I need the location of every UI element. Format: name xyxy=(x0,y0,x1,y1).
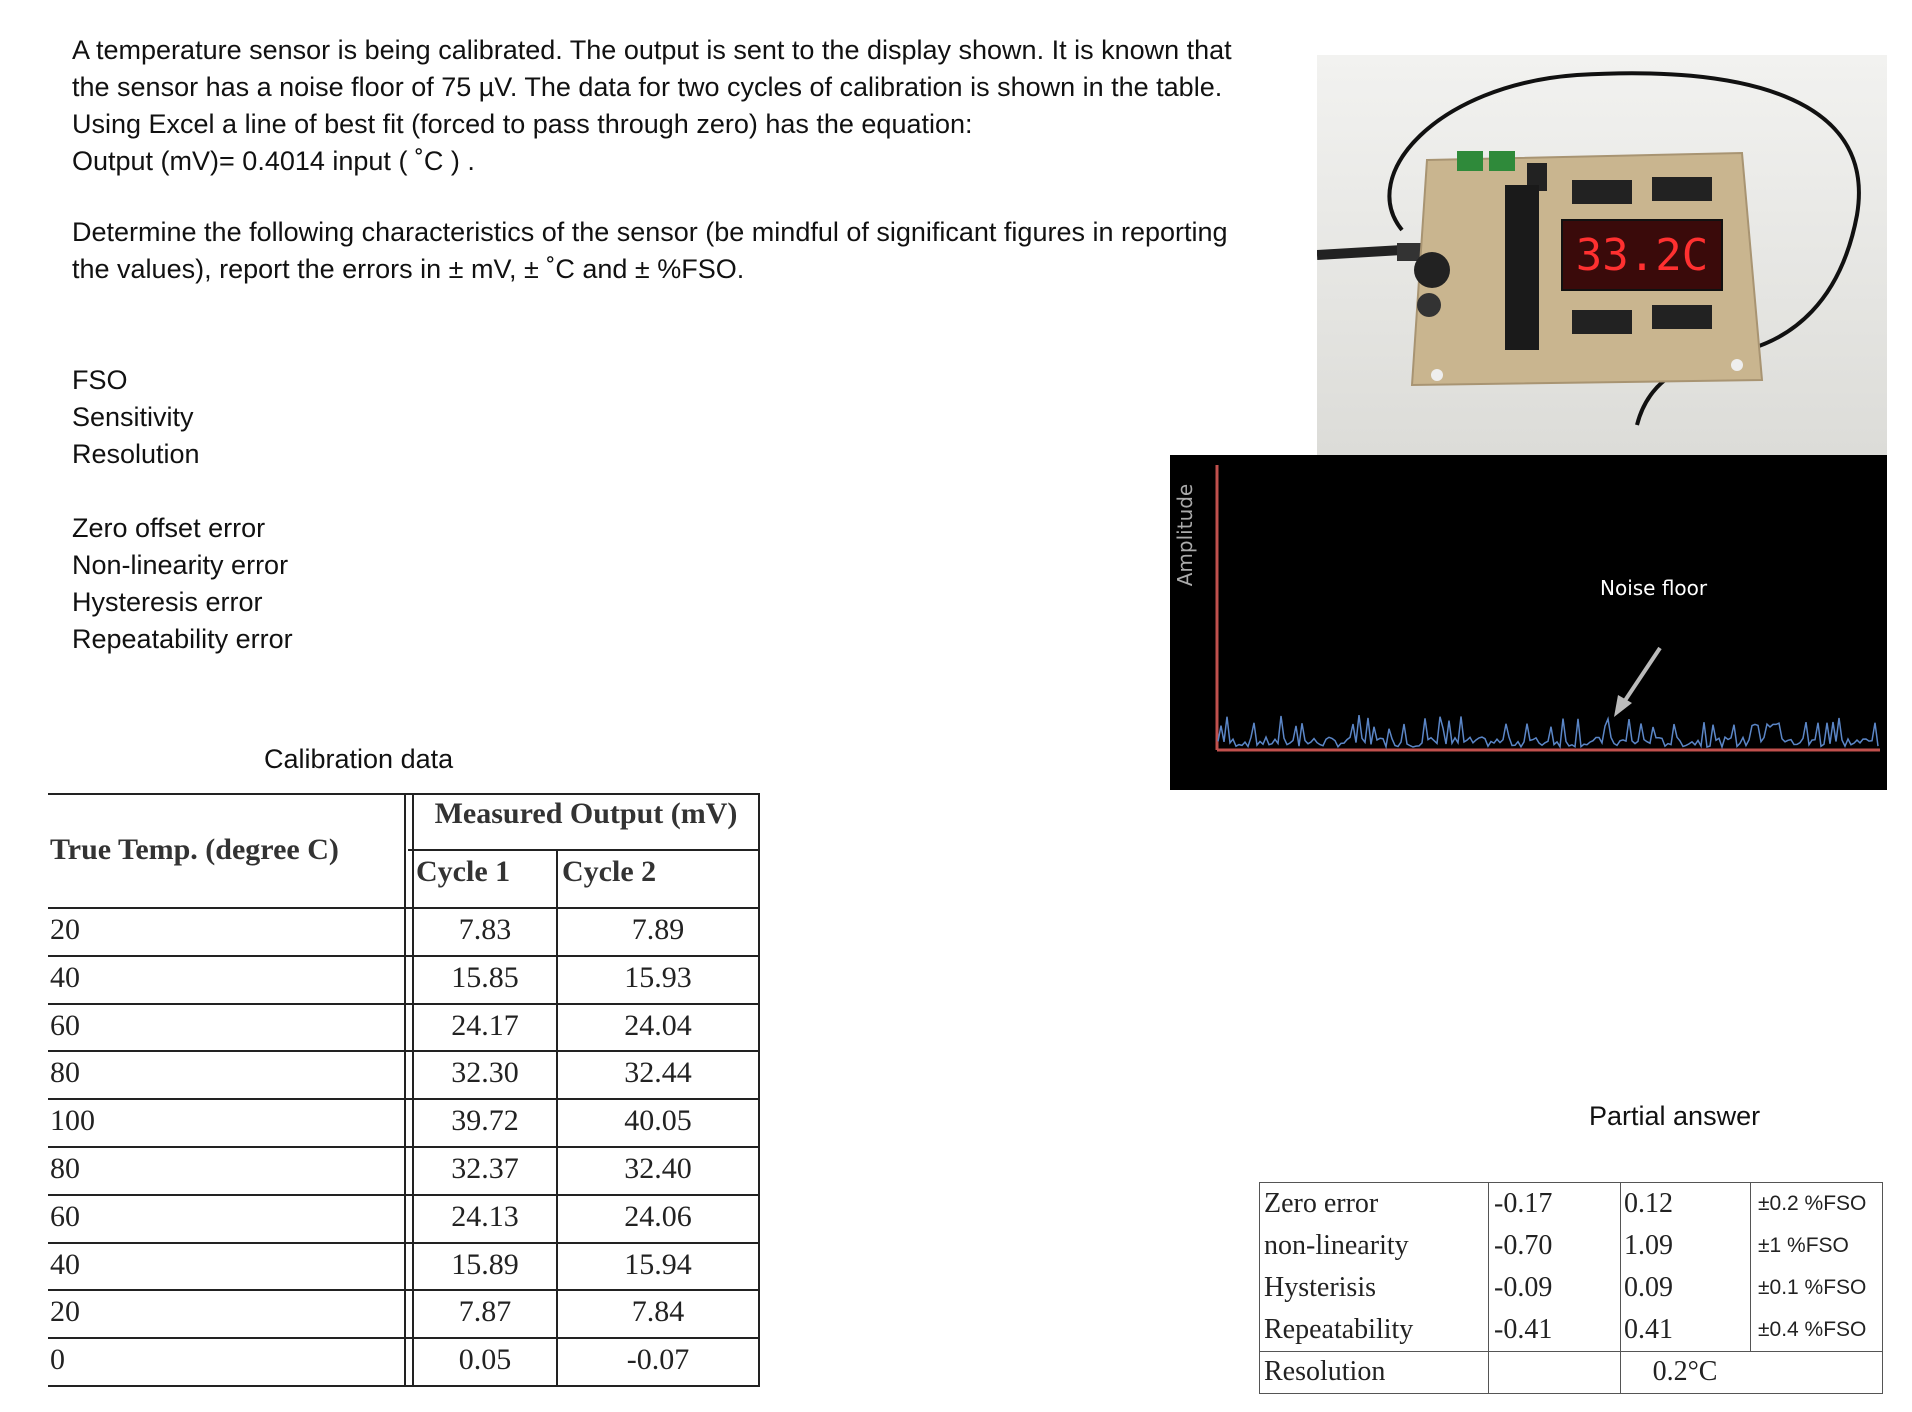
plot-ylabel: Amplitude xyxy=(1173,483,1197,587)
temp-cell: 40 xyxy=(50,1247,80,1281)
problem-instruction: Determine the following characteristics of the sensor (be mindful of significant figures in reporting the values), report the errors in ± mV, ± ˚C and ± %FSO. xyxy=(72,217,1228,284)
arrow-icon xyxy=(1622,648,1660,705)
seven-segment-display: 33.2C xyxy=(1575,230,1709,281)
error-fso: ±1 %FSO xyxy=(1758,1234,1849,1257)
table-row xyxy=(1260,1267,1882,1308)
cycle1-cell: 24.17 xyxy=(451,1008,519,1042)
board-illustration xyxy=(1317,55,1887,455)
cycle1-cell: 39.72 xyxy=(451,1104,519,1138)
answer-label: Hysterisis xyxy=(1264,1272,1376,1303)
temp-cell: 60 xyxy=(50,1008,80,1042)
col-header-measured: Measured Output (mV) xyxy=(434,797,738,830)
list-item: Zero offset error xyxy=(72,513,266,543)
arrow-head-icon xyxy=(1614,695,1632,717)
table-rule xyxy=(48,955,760,957)
problem-intro xyxy=(72,32,1252,180)
table-rule xyxy=(48,1289,760,1291)
list-item: Repeatability error xyxy=(72,624,293,654)
table-row xyxy=(1260,1225,1882,1266)
temp-cell: 60 xyxy=(50,1199,80,1233)
fit-equation: Output (mV)= 0.4014 input ( ˚C ) . xyxy=(72,146,475,176)
noise-floor-plot xyxy=(1170,455,1887,790)
answer-label: Zero error xyxy=(1264,1188,1379,1219)
noise-floor-label: Noise floor xyxy=(1600,576,1708,600)
error-mv: -0.41 xyxy=(1494,1314,1553,1345)
noise-trace xyxy=(1218,715,1878,747)
col-header-cycle2: Cycle 2 xyxy=(562,855,657,888)
characteristics-list xyxy=(72,362,200,473)
answer-label: Resolution xyxy=(1264,1356,1386,1387)
cycle1-cell: 15.85 xyxy=(451,960,519,994)
table-row xyxy=(1260,1351,1882,1392)
cycle1-cell: 7.83 xyxy=(458,913,512,946)
cycle1-cell: 15.89 xyxy=(451,1247,519,1281)
answer-caption: Partial answer xyxy=(1589,1101,1761,1131)
temp-cell: 80 xyxy=(50,1152,80,1185)
error-mv: -0.17 xyxy=(1494,1188,1553,1219)
table-rule xyxy=(48,1385,760,1387)
cycle2-cell: -0.07 xyxy=(626,1343,690,1377)
cycle1-cell: 7.87 xyxy=(458,1295,512,1329)
list-item: Hysteresis error xyxy=(72,587,263,617)
table-rule xyxy=(48,1003,760,1005)
cycle1-cell: 24.13 xyxy=(451,1199,519,1233)
table-rule xyxy=(48,1098,760,1100)
error-fso: ±0.1 %FSO xyxy=(1758,1276,1867,1299)
list-item: Resolution xyxy=(72,439,200,469)
cycle2-cell: 15.94 xyxy=(624,1247,692,1281)
noise-plot-svg xyxy=(1170,455,1887,790)
error-fso: ±0.4 %FSO xyxy=(1758,1318,1867,1341)
table-rule xyxy=(48,1146,760,1148)
table-rule xyxy=(404,793,406,1385)
error-mv: -0.09 xyxy=(1494,1272,1553,1303)
error-deg: 0.09 xyxy=(1624,1272,1673,1303)
table-rule xyxy=(408,849,760,851)
cycle1-cell: 32.30 xyxy=(451,1056,519,1090)
cycle1-cell: 32.37 xyxy=(451,1152,519,1185)
table-rule xyxy=(758,793,760,1385)
list-item: Non-linearity error xyxy=(72,550,289,580)
cycle2-cell: 24.04 xyxy=(624,1008,692,1042)
temp-cell: 80 xyxy=(50,1056,80,1090)
error-mv: -0.70 xyxy=(1494,1230,1553,1261)
error-deg: 0.41 xyxy=(1624,1314,1673,1345)
temp-cell: 40 xyxy=(50,960,80,994)
table-rule xyxy=(48,1337,760,1339)
temp-cell: 100 xyxy=(50,1104,95,1138)
table-rule xyxy=(48,1242,760,1244)
cycle2-cell: 32.44 xyxy=(624,1056,692,1090)
col-header-cycle1: Cycle 1 xyxy=(416,855,511,888)
list-item: FSO xyxy=(72,365,128,395)
cycle2-cell: 24.06 xyxy=(624,1199,692,1233)
errors-list xyxy=(72,510,293,658)
col-header-temp: True Temp. (degree C) xyxy=(50,833,339,866)
cycle2-cell: 7.84 xyxy=(631,1295,685,1329)
temp-cell: 20 xyxy=(50,1295,80,1329)
resolution-value: 0.2°C xyxy=(1652,1356,1718,1387)
error-deg: 0.12 xyxy=(1624,1188,1673,1219)
table-rule xyxy=(48,1050,760,1052)
problem-intro-text: A temperature sensor is being calibrated. The output is sent to the display shown. It is known that the sensor has a noise floor of 75 µV. The data for two cycles of calibration is shown in the table. Using Excel a line of best fit (forced to pass through zero) has the equation: xyxy=(72,35,1232,139)
answer-label: non-linearity xyxy=(1264,1230,1409,1261)
answer-label: Repeatability xyxy=(1264,1314,1414,1345)
cycle2-cell: 15.93 xyxy=(624,960,692,994)
calibration-caption: Calibration data xyxy=(264,744,454,774)
cycle2-cell: 7.89 xyxy=(631,913,685,946)
calibration-table xyxy=(48,793,760,1385)
sensor-board-photo xyxy=(1317,55,1887,455)
table-row xyxy=(1260,1309,1882,1350)
temp-cell: 20 xyxy=(50,913,80,946)
error-deg: 1.09 xyxy=(1624,1230,1673,1261)
error-fso: ±0.2 %FSO xyxy=(1758,1192,1867,1215)
cycle2-cell: 40.05 xyxy=(624,1104,692,1138)
cycle2-cell: 32.40 xyxy=(624,1152,692,1185)
list-item: Sensitivity xyxy=(72,402,194,432)
cycle1-cell: 0.05 xyxy=(458,1343,512,1377)
answer-table xyxy=(1259,1182,1883,1394)
table-rule xyxy=(48,1194,760,1196)
table-row xyxy=(1260,1183,1882,1224)
temp-cell: 0 xyxy=(50,1343,65,1377)
